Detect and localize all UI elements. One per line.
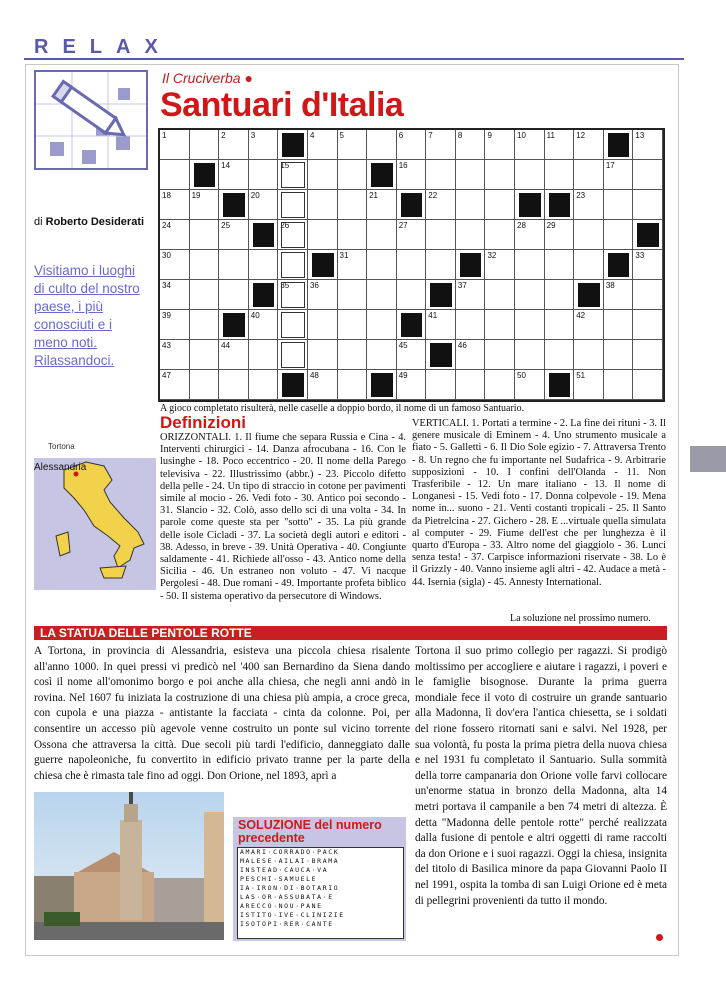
grid-cell[interactable]: 28 xyxy=(515,220,545,250)
grid-cell[interactable]: 41 xyxy=(426,310,456,340)
black-square xyxy=(253,283,275,307)
solution-row: ARECCO·NOU·PANE xyxy=(240,902,323,910)
grid-cell[interactable]: 8 xyxy=(456,130,486,160)
black-square xyxy=(401,313,423,337)
map-label-tortona: Tortona xyxy=(48,442,75,451)
black-square xyxy=(430,283,452,307)
grid-cell[interactable]: 47 xyxy=(160,370,190,400)
grid-cell[interactable] xyxy=(633,370,663,400)
grid-cell[interactable] xyxy=(633,280,663,310)
grid-cell[interactable] xyxy=(426,370,456,400)
grid-cell[interactable] xyxy=(485,280,515,310)
black-square xyxy=(549,193,571,217)
grid-cell[interactable] xyxy=(515,250,545,280)
grid-cell[interactable]: 30 xyxy=(160,250,190,280)
grid-cell[interactable]: 38 xyxy=(604,280,634,310)
black-square xyxy=(223,313,245,337)
grid-cell[interactable] xyxy=(485,340,515,370)
grid-cell[interactable]: 21 xyxy=(367,190,397,220)
grid-cell[interactable] xyxy=(604,370,634,400)
solution-row: PESCHI·SAMUELE xyxy=(240,875,318,883)
black-square xyxy=(312,253,334,277)
grid-cell[interactable] xyxy=(308,220,338,250)
black-square xyxy=(430,343,452,367)
grid-cell[interactable] xyxy=(338,340,368,370)
grid-cell[interactable]: 32 xyxy=(485,250,515,280)
solution-next-note: La soluzione nel prossimo numero. xyxy=(510,613,651,624)
grid-cell[interactable] xyxy=(456,160,486,190)
grid-cell[interactable] xyxy=(633,190,663,220)
grid-cell[interactable]: 6 xyxy=(397,130,427,160)
grid-cell[interactable]: 33 xyxy=(633,250,663,280)
grid-cell[interactable]: 49 xyxy=(397,370,427,400)
solution-row: LAS·OR·ASSUBATA·E xyxy=(240,893,334,901)
black-square xyxy=(223,193,245,217)
puzzle-note: A gioco completato risulterà, nelle caselle a doppio bordo, il nome di un famoso Santuario. xyxy=(160,403,525,414)
grid-cell[interactable] xyxy=(485,370,515,400)
article-banner: LA STATUA DELLE PENTOLE ROTTE xyxy=(34,626,667,640)
grid-cell[interactable]: 1 xyxy=(160,130,190,160)
black-square xyxy=(608,133,630,157)
grid-cell[interactable] xyxy=(515,310,545,340)
grid-cell[interactable] xyxy=(160,160,190,190)
double-border-cell xyxy=(281,192,305,218)
map-label-alessandria: Alessandria xyxy=(34,462,87,473)
grid-cell[interactable]: 4 xyxy=(308,130,338,160)
black-square xyxy=(519,193,541,217)
grid-cell[interactable] xyxy=(338,190,368,220)
grid-cell[interactable] xyxy=(308,310,338,340)
grid-cell[interactable] xyxy=(367,250,397,280)
grid-cell[interactable]: 43 xyxy=(160,340,190,370)
double-border-cell xyxy=(281,222,305,248)
grid-cell[interactable] xyxy=(219,370,249,400)
grid-cell[interactable] xyxy=(426,250,456,280)
clues-down: VERTICALI. 1. Portati a termine - 2. La fine dei rituni - 3. Il genere musicale di Eminem - 4. Uno strumento musicale a fiato - 5. Galletti - 6. Il Dio Sole egizio - 7. Attraversa Trento - 8. Un regno che fu importante nel Sudafrica - 9. Arbitrarie supposizioni - 10. I confini dell'Olanda - 11. Non Trasferibile - 12. Un mare italiano - 13. Il nome di Longanesi - 15. Vedi foto - 17. Donna colpevole - 19. Mena nome in... suono - 21. Venti costanti tropicali - 25. Il Santo da Pietrelcina - 27. Gichero - 28. E ...virtuale quella simulata al computer - 29. Fiume dell'est che per lunghezza è il quarto d'Europa - 33. Altro nome del giaggiolo - 36. Lunci senza testa! - 37. Carpisce informazioni riservate - 38. Lo è il Grizzly - 40. Vanno insieme agli altri - 42. Audace a metà - 44. Isernia (sigla) - 45. Annesty International. xyxy=(412,418,667,588)
black-square xyxy=(194,163,216,187)
solution-grid xyxy=(237,847,404,939)
article-col1-top: A Tortona, in provincia di Alessandria, esisteva una piccola chiesa risalente all'anno 1000. In quei pressi vi predicò nel '400 san Bernardino da Siena dando così il nome all'omonimo borgo e poi anche alla chiesa, che negli anni andò in rovina. Nel 1607 fu iniziata la costruzione di una chiesa più ampia, a croce greca, con cupola e una piazza - antistante la facciata - cinta da colonne. Poi, per consentire un accesso più agevole venne costruito un ponte sul vicino torrente Ossona che attraversa la città. Due secoli più tardi l'edificio, danneggiato dalle guerre napoleoniche, fu convertito in edificio privato tranne per la parte della chiesa che è rimasta tale fino ad oggi. Don Orione, nel 1893, aprì a xyxy=(34,645,410,782)
grid-cell[interactable] xyxy=(515,280,545,310)
grid-cell[interactable] xyxy=(338,280,368,310)
grid-cell[interactable] xyxy=(367,340,397,370)
grid-cell[interactable]: 5 xyxy=(338,130,368,160)
grid-cell[interactable]: 24 xyxy=(160,220,190,250)
crossword-logo-icon xyxy=(34,70,148,170)
grid-cell[interactable] xyxy=(308,190,338,220)
grid-cell[interactable] xyxy=(219,280,249,310)
grid-cell[interactable] xyxy=(338,160,368,190)
grid-cell[interactable]: 11 xyxy=(545,130,575,160)
solution-row: AMARI·CORRADO·PACK xyxy=(240,848,340,856)
black-square xyxy=(282,373,304,397)
grid-cell[interactable] xyxy=(219,250,249,280)
grid-cell[interactable]: 18 xyxy=(160,190,190,220)
black-square xyxy=(401,193,423,217)
grid-cell[interactable]: 46 xyxy=(456,340,486,370)
grid-cell[interactable]: 35 xyxy=(278,280,308,310)
header-rule xyxy=(24,58,684,60)
side-tab xyxy=(690,446,726,472)
author-line: di Roberto Desiderati xyxy=(34,216,145,228)
grid-cell[interactable]: 29 xyxy=(545,220,575,250)
grid-cell[interactable] xyxy=(426,220,456,250)
grid-cell[interactable]: 26 xyxy=(278,220,308,250)
grid-cell[interactable] xyxy=(397,250,427,280)
grid-cell[interactable] xyxy=(545,250,575,280)
grid-cell[interactable]: 9 xyxy=(485,130,515,160)
grid-cell[interactable] xyxy=(545,280,575,310)
grid-cell[interactable]: 39 xyxy=(160,310,190,340)
grid-cell[interactable] xyxy=(515,160,545,190)
sanctuary-photo xyxy=(34,792,224,940)
grid-cell[interactable] xyxy=(545,340,575,370)
end-mark-icon xyxy=(656,934,663,941)
grid-cell[interactable]: 16 xyxy=(397,160,427,190)
solution-box xyxy=(233,817,406,941)
grid-cell[interactable]: 34 xyxy=(160,280,190,310)
grid-cell[interactable] xyxy=(338,220,368,250)
grid-cell[interactable] xyxy=(308,160,338,190)
grid-cell[interactable] xyxy=(485,310,515,340)
grid-cell[interactable]: 15 xyxy=(278,160,308,190)
crossword-grid[interactable] xyxy=(158,128,665,402)
grid-cell[interactable] xyxy=(308,340,338,370)
grid-cell[interactable] xyxy=(485,220,515,250)
article-col2: Tortona il suo primo collegio per ragazzi. Si prodigò moltissimo per accogliere e aiutare i ragazzi, i poveri e le famiglie bisognose. Durante la prima guerra mondiale fece il voto di costruire un grande santuario alla Madonna, lì dov'era l'antica chiesetta, se i soldati del rione fossero ritornati sani e salvi. Nel 1928, per sua volontà, fu posta la prima pietra della nuova chiesa e nel 1931 fu completato il Santuario. Sulla sommità della torre campanaria don Orione volle farvi collocare un'enorme statua in bronzo della Madonna, alta 14 metri portava il campanile a ben 74 metri di altezza. È detta "Madonna delle pentole rotte" perché realizzata dalla fusione di pentole e altri oggetti di rame raccolti da don Orione e i suoi ragazzi. Oggi la chiesa, insignita del titolo di Basilica minore da papa Giovanni Paolo II nel 1991, ospita la tomba di san Luigi Orione ed è meta di pellegrini provenienti da tutto il mondo. xyxy=(415,645,667,907)
grid-cell[interactable]: 48 xyxy=(308,370,338,400)
grid-cell[interactable] xyxy=(545,160,575,190)
grid-cell[interactable]: 20 xyxy=(249,190,279,220)
section-header: RELAX xyxy=(34,36,172,58)
double-border-cell xyxy=(281,312,305,338)
grid-cell[interactable] xyxy=(190,280,220,310)
double-border-cell xyxy=(281,252,305,278)
grid-cell[interactable]: 23 xyxy=(574,190,604,220)
black-square xyxy=(637,223,659,247)
grid-cell[interactable]: 50 xyxy=(515,370,545,400)
solution-title: SOLUZIONE del numero precedente xyxy=(238,818,382,845)
grid-cell[interactable]: 27 xyxy=(397,220,427,250)
grid-cell[interactable] xyxy=(604,190,634,220)
definitions-title: Definizioni xyxy=(160,413,246,432)
grid-cell[interactable] xyxy=(485,160,515,190)
grid-cell[interactable] xyxy=(190,220,220,250)
grid-cell[interactable]: 17 xyxy=(604,160,634,190)
solution-row: INSTEAD·CAUCA·VA xyxy=(240,866,329,874)
black-square xyxy=(282,133,304,157)
black-square xyxy=(578,283,600,307)
grid-cell[interactable] xyxy=(574,250,604,280)
grid-cell[interactable]: 2 xyxy=(219,130,249,160)
grid-cell[interactable] xyxy=(249,340,279,370)
grid-cell[interactable]: 51 xyxy=(574,370,604,400)
tagline: Visitiamo i luoghi di culto del nostro paese, i più conosciuti e i meno noti. Rilassandoci. xyxy=(34,263,140,368)
grid-cell[interactable]: 7 xyxy=(426,130,456,160)
black-square xyxy=(608,253,630,277)
puzzle-title: Santuari d'Italia xyxy=(160,86,404,124)
grid-cell[interactable] xyxy=(190,250,220,280)
grid-cell[interactable] xyxy=(604,310,634,340)
solution-row: ISTITO·IVE·CLINIZIE xyxy=(240,911,345,919)
grid-cell[interactable]: 14 xyxy=(219,160,249,190)
grid-cell[interactable] xyxy=(190,370,220,400)
italy-map-icon xyxy=(34,440,156,590)
grid-cell[interactable] xyxy=(190,340,220,370)
grid-cell[interactable]: 40 xyxy=(249,310,279,340)
grid-cell[interactable] xyxy=(367,280,397,310)
grid-cell[interactable] xyxy=(604,220,634,250)
grid-cell[interactable] xyxy=(249,370,279,400)
grid-cell[interactable] xyxy=(485,190,515,220)
grid-cell[interactable] xyxy=(249,160,279,190)
grid-cell[interactable]: 45 xyxy=(397,340,427,370)
grid-cell[interactable] xyxy=(633,340,663,370)
grid-cell[interactable]: 36 xyxy=(308,280,338,310)
grid-cell[interactable]: 10 xyxy=(515,130,545,160)
grid-cell[interactable] xyxy=(367,220,397,250)
puzzle-subtitle: Il Cruciverba ● xyxy=(162,70,253,86)
solution-row: IA·IRON·DI·BOTARIO xyxy=(240,884,340,892)
double-border-cell xyxy=(281,342,305,368)
grid-cell[interactable]: 22 xyxy=(426,190,456,220)
grid-cell[interactable] xyxy=(338,310,368,340)
black-square xyxy=(253,223,275,247)
solution-row: MALESE·AILAI·BRAMA xyxy=(240,857,340,865)
grid-cell[interactable] xyxy=(426,160,456,190)
grid-cell[interactable]: 12 xyxy=(574,130,604,160)
clues-across: ORIZZONTALI. 1. Il fiume che separa Russia e Cina - 4. Interventi chirurgici - 14. Danza afrocubana - 16. Con le lusinghe - 18. Poco eccentrico - 20. Il nome della Parego televisiva - 22. Illustrissimo (abbr.) - 23. Piccolo difetto della pelle - 24. Un tipo di straccio in cotone per pavimenti simile al mocio - 26. Vedi foto - 30. Antico poi secondo - 31. Slancio - 32. Colò, asso dello sci di una volta - 34. In parole come queste sta per "sotto" - 35. La più grande delle isole Cicladi - 37. La società degli autori e editori - 38. Adesso, in breve - 39. Unità Operativa - 40. Congiunte saldamente - 41. Richiede all'osso - 43. Antico nome della Sicilia - 46. Un estraneo non voluto - 47. Vi nacque Pergolesi - 48. Due romani - 49. Importante profeta biblico - 50. Il sistema operativo da persecutore di Windows. xyxy=(160,432,406,602)
grid-cell[interactable] xyxy=(456,310,486,340)
grid-cell[interactable] xyxy=(190,130,220,160)
grid-cell[interactable] xyxy=(338,370,368,400)
grid-cell[interactable] xyxy=(456,220,486,250)
grid-cell[interactable] xyxy=(367,130,397,160)
grid-cell[interactable]: 19 xyxy=(190,190,220,220)
grid-cell[interactable]: 37 xyxy=(456,280,486,310)
grid-cell[interactable] xyxy=(397,280,427,310)
double-border-cell xyxy=(281,162,305,188)
black-square xyxy=(371,373,393,397)
grid-cell[interactable]: 31 xyxy=(338,250,368,280)
black-square xyxy=(371,163,393,187)
grid-cell[interactable] xyxy=(367,310,397,340)
grid-cell[interactable] xyxy=(574,160,604,190)
black-square xyxy=(549,373,571,397)
grid-cell[interactable] xyxy=(456,190,486,220)
grid-cell[interactable] xyxy=(249,250,279,280)
black-square xyxy=(460,253,482,277)
grid-cell[interactable] xyxy=(456,370,486,400)
grid-cell[interactable] xyxy=(633,310,663,340)
grid-cell[interactable]: 3 xyxy=(249,130,279,160)
grid-cell[interactable] xyxy=(545,310,575,340)
grid-cell[interactable] xyxy=(574,340,604,370)
grid-cell[interactable]: 42 xyxy=(574,310,604,340)
solution-row: ISOTOPI·RER·CANTE xyxy=(240,920,334,928)
grid-cell[interactable] xyxy=(574,220,604,250)
double-border-cell xyxy=(281,282,305,308)
grid-cell[interactable] xyxy=(190,310,220,340)
grid-cell[interactable] xyxy=(515,340,545,370)
grid-cell[interactable] xyxy=(604,340,634,370)
grid-cell[interactable]: 44 xyxy=(219,340,249,370)
grid-cell[interactable]: 13 xyxy=(633,130,663,160)
grid-cell[interactable] xyxy=(633,160,663,190)
grid-cell[interactable]: 25 xyxy=(219,220,249,250)
